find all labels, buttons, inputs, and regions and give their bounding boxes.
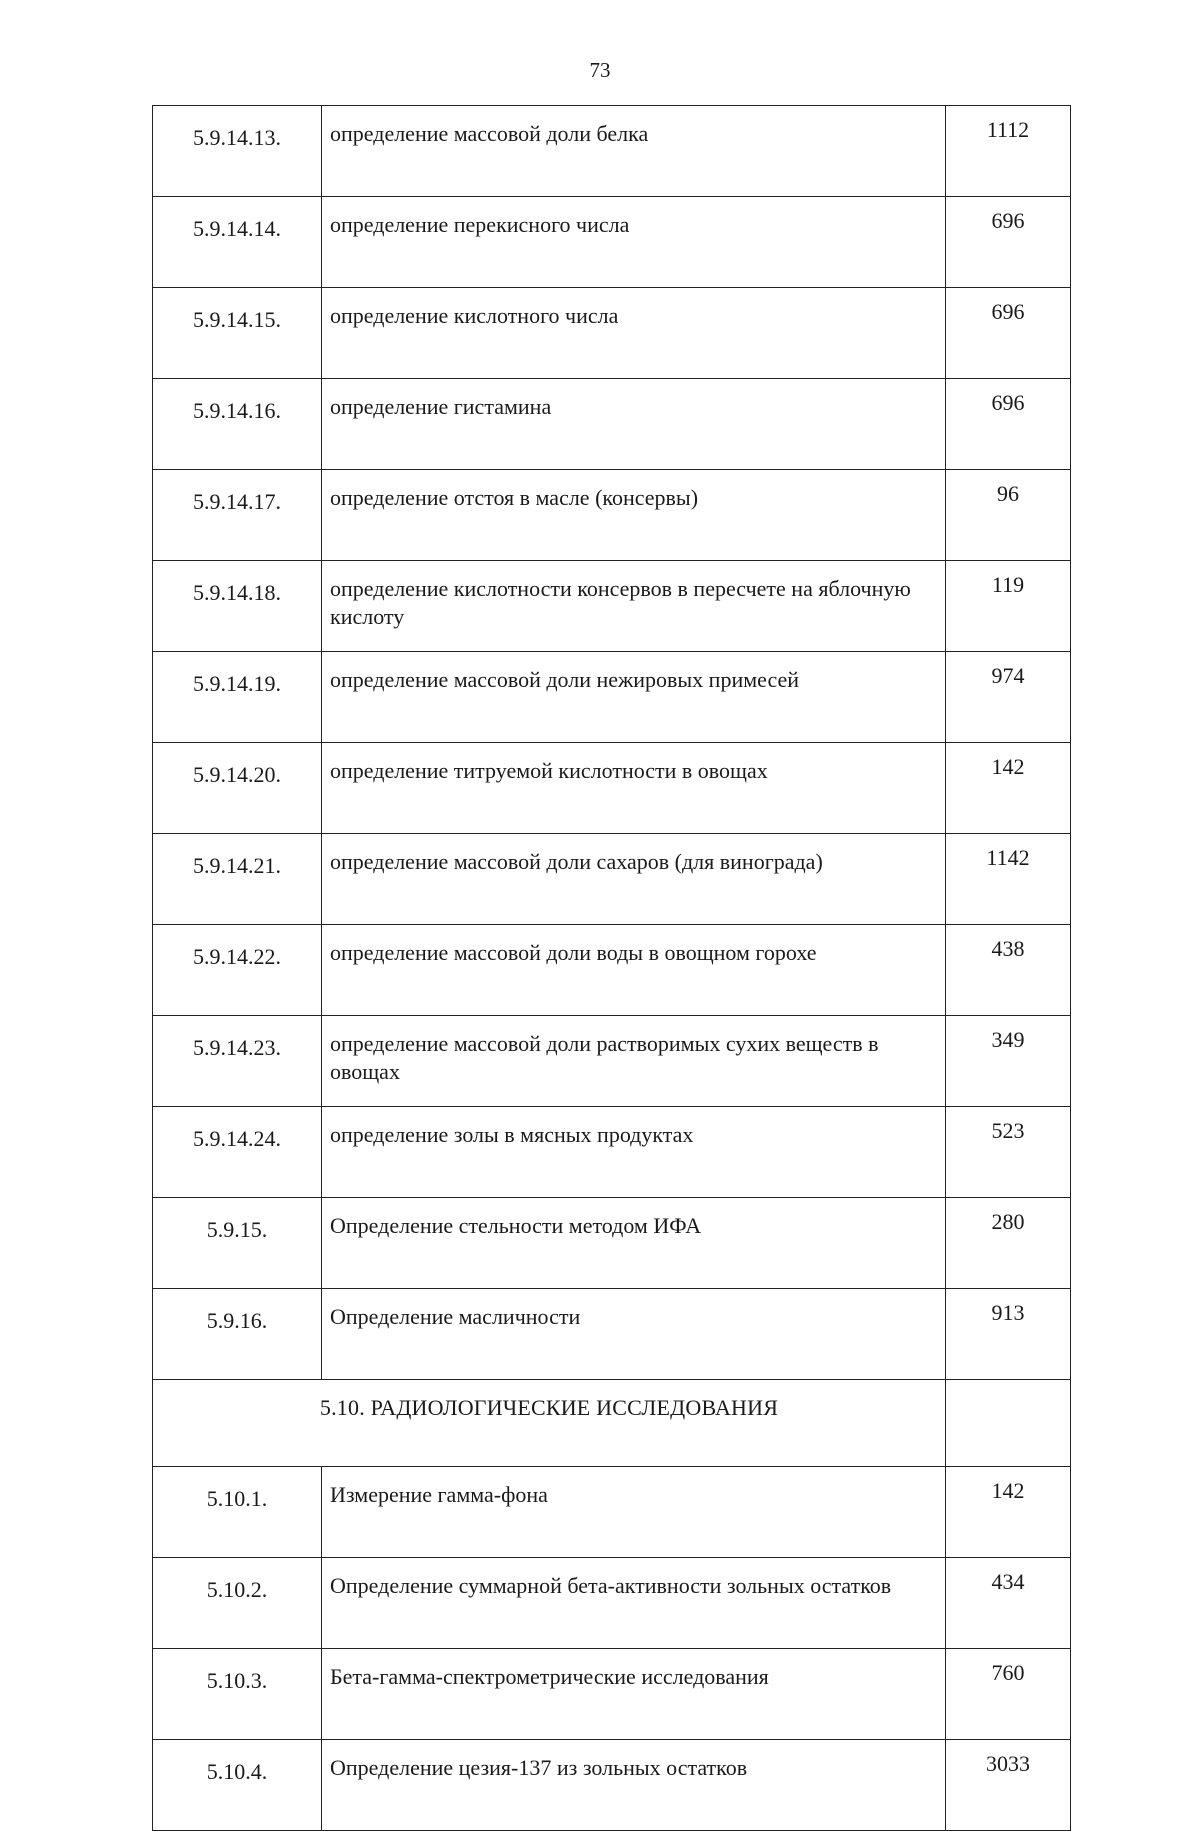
service-code: 5.9.14.17. — [153, 470, 322, 561]
price-table — [152, 105, 1071, 1831]
service-code: 5.9.14.23. — [153, 1016, 322, 1107]
service-code: 5.9.14.24. — [153, 1107, 322, 1198]
service-name: определение кислотного числа — [322, 288, 946, 379]
table-row — [153, 470, 1071, 561]
service-price: 280 — [946, 1198, 1071, 1289]
service-name: определение массовой доли белка — [322, 106, 946, 197]
service-name: определение гистамина — [322, 379, 946, 470]
service-name: Определение цезия-137 из зольных остатков — [322, 1740, 946, 1831]
table-row — [153, 1558, 1071, 1649]
table-row — [153, 288, 1071, 379]
service-price: 913 — [946, 1289, 1071, 1380]
service-name: Определение стельности методом ИФА — [322, 1198, 946, 1289]
service-code: 5.9.14.22. — [153, 925, 322, 1016]
section-price-empty — [946, 1380, 1071, 1467]
service-code: 5.9.14.21. — [153, 834, 322, 925]
service-code: 5.10.3. — [153, 1649, 322, 1740]
service-code: 5.9.14.14. — [153, 197, 322, 288]
service-name: определение кислотности консервов в пересчете на яблочную кислоту — [322, 561, 946, 652]
service-code: 5.9.14.20. — [153, 743, 322, 834]
service-name: Измерение гамма-фона — [322, 1467, 946, 1558]
service-price: 696 — [946, 379, 1071, 470]
service-price: 1112 — [946, 106, 1071, 197]
table-row — [153, 1740, 1071, 1831]
service-name: определение массовой доли растворимых сухих веществ в овощах — [322, 1016, 946, 1107]
table-row — [153, 925, 1071, 1016]
table-row — [153, 1649, 1071, 1740]
page-number: 73 — [589, 58, 611, 82]
service-name: Определение суммарной бета-активности зольных остатков — [322, 1558, 946, 1649]
table-row — [153, 379, 1071, 470]
service-price: 523 — [946, 1107, 1071, 1198]
service-code: 5.9.14.13. — [153, 106, 322, 197]
service-code: 5.10.2. — [153, 1558, 322, 1649]
price-table-body — [153, 106, 1071, 1831]
service-name: определение массовой доли нежировых примесей — [322, 652, 946, 743]
table-row — [153, 106, 1071, 197]
table-row — [153, 1289, 1071, 1380]
service-price: 438 — [946, 925, 1071, 1016]
service-code: 5.9.14.16. — [153, 379, 322, 470]
service-price: 974 — [946, 652, 1071, 743]
service-code: 5.9.14.15. — [153, 288, 322, 379]
service-name: определение массовой доли воды в овощном горохе — [322, 925, 946, 1016]
service-code: 5.9.14.19. — [153, 652, 322, 743]
service-code: 5.10.1. — [153, 1467, 322, 1558]
service-name: определение отстоя в масле (консервы) — [322, 470, 946, 561]
service-price: 142 — [946, 1467, 1071, 1558]
service-price: 3033 — [946, 1740, 1071, 1831]
section-title: 5.10. РАДИОЛОГИЧЕСКИЕ ИССЛЕДОВАНИЯ — [153, 1380, 946, 1467]
service-price: 434 — [946, 1558, 1071, 1649]
service-code: 5.9.14.18. — [153, 561, 322, 652]
service-price: 142 — [946, 743, 1071, 834]
service-price: 119 — [946, 561, 1071, 652]
table-row — [153, 1467, 1071, 1558]
service-name: определение золы в мясных продуктах — [322, 1107, 946, 1198]
service-price: 760 — [946, 1649, 1071, 1740]
table-row — [153, 561, 1071, 652]
service-name: определение перекисного числа — [322, 197, 946, 288]
table-row — [153, 743, 1071, 834]
service-code: 5.10.4. — [153, 1740, 322, 1831]
table-row — [153, 1016, 1071, 1107]
service-name: Бета-гамма-спектрометрические исследования — [322, 1649, 946, 1740]
service-price: 96 — [946, 470, 1071, 561]
table-row — [153, 197, 1071, 288]
service-price: 696 — [946, 197, 1071, 288]
table-row — [153, 834, 1071, 925]
service-name: Определение масличности — [322, 1289, 946, 1380]
service-name: определение массовой доли сахаров (для винограда) — [322, 834, 946, 925]
section-header-row — [153, 1380, 1071, 1467]
service-price: 696 — [946, 288, 1071, 379]
table-row — [153, 652, 1071, 743]
table-row — [153, 1198, 1071, 1289]
service-code: 5.9.16. — [153, 1289, 322, 1380]
service-price: 349 — [946, 1016, 1071, 1107]
service-code: 5.9.15. — [153, 1198, 322, 1289]
service-name: определение титруемой кислотности в овощах — [322, 743, 946, 834]
service-price: 1142 — [946, 834, 1071, 925]
table-row — [153, 1107, 1071, 1198]
